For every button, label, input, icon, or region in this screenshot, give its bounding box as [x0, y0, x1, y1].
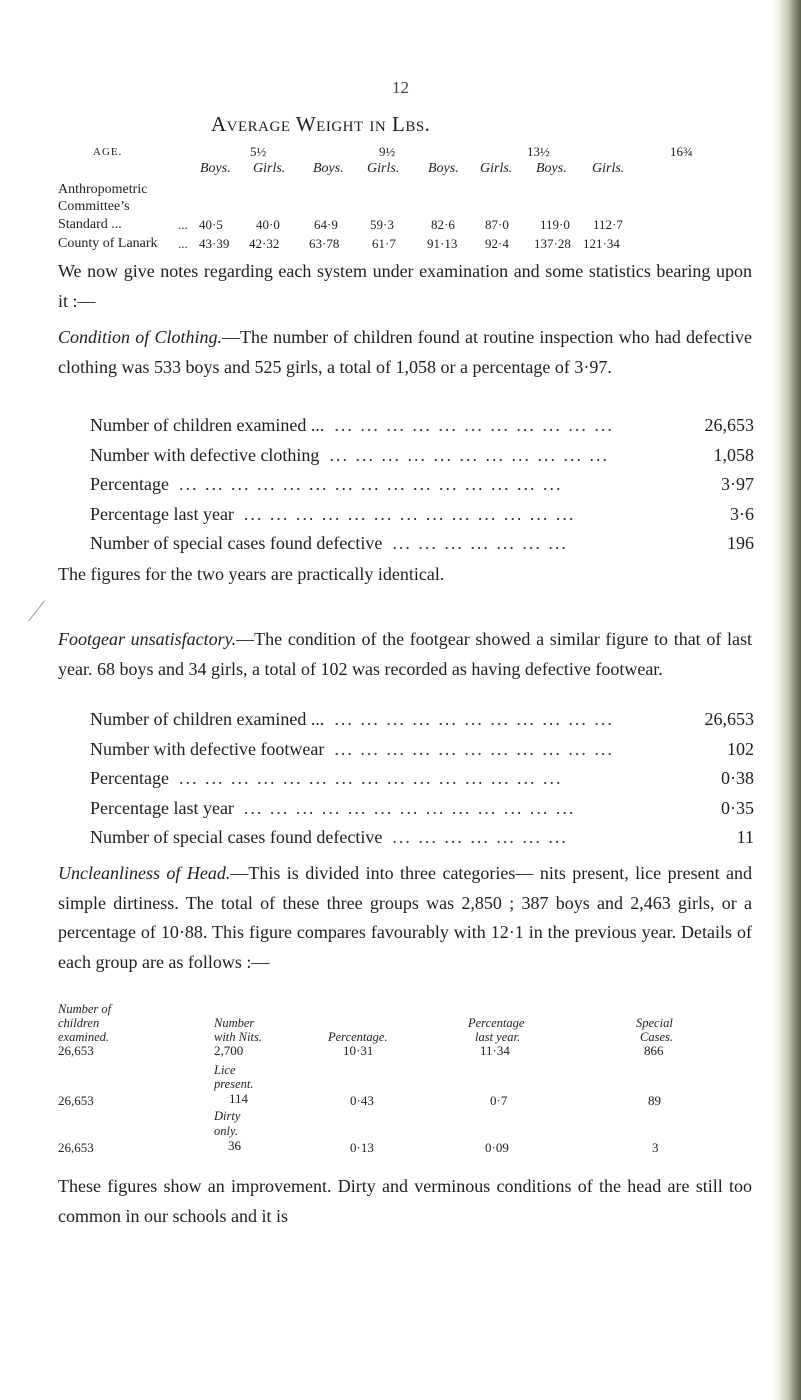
leader-dots: ... ... ... ... ... ... ... ... ... ... ... ... ... — [243, 503, 576, 524]
weight-cell: 40·0 — [256, 217, 280, 232]
leader-dots: ... ... ... ... ... ... ... ... ... ... ... ... ... — [243, 797, 576, 818]
column-header: Number — [214, 1016, 255, 1030]
sex-header: Girls. — [592, 161, 625, 176]
leader-dots: ... — [178, 217, 188, 232]
pencil-mark — [28, 600, 45, 621]
weight-cell: 119·0 — [540, 217, 570, 232]
clothing-stats-list — [90, 411, 754, 559]
table-cell: 0·43 — [350, 1093, 374, 1108]
leader-dots: ... — [178, 236, 188, 251]
weight-cell: 137·28 — [534, 236, 571, 251]
head-paragraph: Uncleanliness of Head.—This is divided into three categories— nits present, lice present and simple dirtiness. The total of these three groups was 2,850 ; 387 boys and 2,463 girls, or a percentage of 10·88. This figure compares favourably with 12·1 in the previous year. Details of each group are as follows :— — [58, 863, 752, 972]
leader-dots: ... ... ... ... ... ... ... ... ... ... ... — [329, 444, 609, 465]
sex-header: Boys. — [200, 161, 231, 176]
column-header: children — [58, 1016, 100, 1030]
weight-cell: 121·34 — [583, 236, 620, 251]
table-cell: 89 — [648, 1093, 661, 1108]
column-header: Percentage — [468, 1016, 525, 1030]
list-item: Percentage ... ... ... ... ... ... ... ... ... ... ... ... ... ... ... 3·97 — [90, 470, 754, 500]
table-cell: 3 — [652, 1140, 659, 1155]
sex-header: Boys. — [428, 161, 459, 176]
weight-cell: 92·4 — [485, 236, 509, 251]
sex-header: Girls. — [253, 161, 286, 176]
list-item: Number of special cases found defective ... ... ... ... ... ... ... 196 — [90, 529, 754, 559]
table-cell: 0·09 — [485, 1140, 509, 1155]
table-cell: 26,653 — [58, 1093, 94, 1108]
list-item: Number with defective footwear ... ... ... ... ... ... ... ... ... ... ... 102 — [90, 735, 754, 765]
clothing-paragraph: Condition of Clothing.—The number of children found at routine inspection who had defective clothing was 533 boys and 525 girls, a total of 1,058 or a percentage of 3·97. — [58, 327, 752, 377]
table-cell: 26,653 — [58, 1043, 94, 1058]
row-label: Standard ... — [58, 217, 122, 232]
footgear-heading: Footgear unsatisfactory. — [58, 629, 237, 649]
column-header: Cases. — [640, 1030, 673, 1044]
column-header: examined. — [58, 1030, 110, 1044]
table-cell: 36 — [228, 1138, 241, 1153]
table-cell: 26,653 — [58, 1140, 94, 1155]
table-cell: 10·31 — [343, 1043, 374, 1058]
leader-dots: ... ... ... ... ... ... ... ... ... ... ... ... ... ... ... — [178, 768, 563, 788]
age-header: 9½ — [379, 144, 396, 159]
list-item: Number of special cases found defective ... ... ... ... ... ... ... 11 — [90, 823, 754, 853]
age-label: AGE. — [93, 146, 123, 158]
weight-table-title: Average Weight in Lbs. — [211, 112, 431, 136]
weight-cell: 43·39 — [199, 236, 230, 251]
row-label: County of Lanark — [58, 236, 158, 251]
weight-cell: 87·0 — [485, 217, 509, 232]
column-header: Number of — [58, 1002, 112, 1016]
list-item: Number of children examined ... ... ... ... ... ... ... ... ... ... ... ... 26,653 — [90, 705, 754, 735]
table-cell: 0·13 — [350, 1140, 374, 1155]
row-label: Committee’s — [58, 199, 130, 214]
closing-paragraph: These figures show an improvement. Dirty and verminous conditions of the head are still too common in our schools and it is — [58, 1176, 752, 1226]
list-item: Number with defective clothing ... ... ... ... ... ... ... ... ... ... ... 1,058 — [90, 441, 754, 471]
page-edge-shadow — [771, 0, 801, 1400]
table-cell: 11·34 — [480, 1043, 510, 1058]
row-sublabel: Dirty — [214, 1109, 241, 1123]
weight-cell: 64·9 — [314, 217, 338, 232]
row-sublabel: Lice — [214, 1063, 236, 1077]
intro-paragraph: We now give notes regarding each system under examination and some statistics bearing upon it :— — [58, 261, 752, 311]
column-header: Percentage. — [328, 1030, 388, 1044]
list-item: Percentage last year ... ... ... ... ... ... ... ... ... ... ... ... ... 0·35 — [90, 794, 754, 824]
clothing-note: The figures for the two years are practically identical. — [58, 564, 445, 584]
weight-cell: 63·78 — [309, 236, 340, 251]
table-cell: 0·7 — [490, 1093, 508, 1108]
weight-cell: 59·3 — [370, 217, 394, 232]
clothing-heading: Condition of Clothing. — [58, 327, 222, 347]
footgear-paragraph: Footgear unsatisfactory.—The condition of the footgear showed a similar figure to that of last year. 68 boys and 34 girls, a total of 102 was recorded as having defective footwear. — [58, 629, 752, 679]
weight-cell: 40·5 — [199, 217, 223, 232]
table-cell: 2,700 — [214, 1043, 244, 1058]
list-item: Percentage last year ... ... ... ... ... ... ... ... ... ... ... ... ... 3·6 — [90, 500, 754, 530]
sex-header: Boys. — [313, 161, 344, 176]
row-sublabel: present. — [214, 1077, 254, 1091]
weight-cell: 112·7 — [593, 217, 623, 232]
footgear-stats-list — [90, 705, 754, 853]
column-header: Special — [636, 1016, 673, 1030]
weight-cell: 91·13 — [427, 236, 458, 251]
table-cell: 114 — [229, 1091, 249, 1106]
column-header: last year. — [475, 1030, 521, 1044]
leader-dots: ... ... ... ... ... ... ... ... ... ... ... — [334, 415, 614, 435]
list-item: Number of children examined ... ... ... ... ... ... ... ... ... ... ... ... 26,653 — [90, 411, 754, 441]
page-number: 12 — [392, 78, 409, 97]
weight-cell: 82·6 — [431, 217, 455, 232]
row-sublabel: only. — [214, 1124, 238, 1138]
weight-cell: 61·7 — [372, 236, 396, 251]
row-label: Anthropometric — [58, 182, 148, 197]
age-header: 5½ — [250, 144, 267, 159]
sex-header: Girls. — [480, 161, 513, 176]
leader-dots: ... ... ... ... ... ... ... ... ... ... ... — [334, 709, 614, 729]
age-header: 16¾ — [670, 144, 693, 159]
leader-dots: ... ... ... ... ... ... ... ... ... ... ... ... ... ... ... — [178, 474, 563, 494]
leader-dots: ... ... ... ... ... ... ... — [392, 533, 568, 553]
leader-dots: ... ... ... ... ... ... ... — [392, 827, 568, 847]
table-cell: 866 — [644, 1043, 664, 1058]
weight-cell: 42·32 — [249, 236, 280, 251]
column-header: with Nits. — [214, 1030, 262, 1044]
list-item: Percentage ... ... ... ... ... ... ... ... ... ... ... ... ... ... ... 0·38 — [90, 764, 754, 794]
leader-dots: ... ... ... ... ... ... ... ... ... ... ... — [334, 738, 614, 759]
sex-header: Boys. — [536, 161, 567, 176]
age-header: 13½ — [527, 144, 550, 159]
head-heading: Uncleanliness of Head. — [58, 863, 231, 883]
sex-header: Girls. — [367, 161, 400, 176]
